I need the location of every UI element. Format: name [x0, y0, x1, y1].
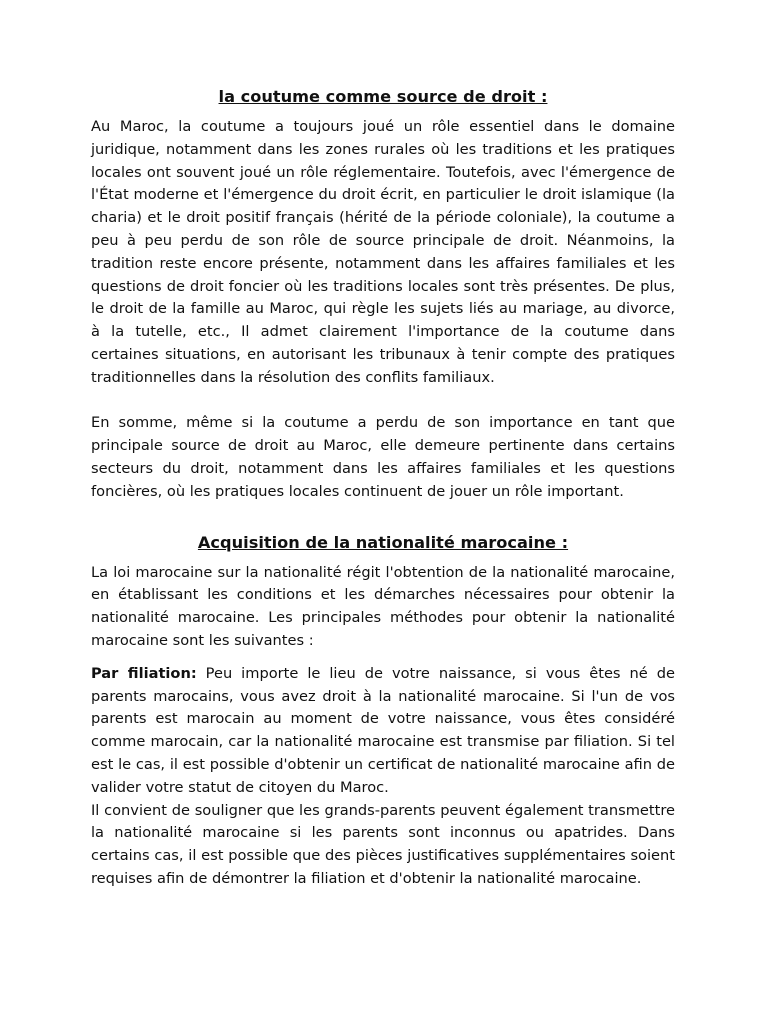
paragraph-nationalite-intro: La loi marocaine sur la nationalité régit l'obtention de la nationalité marocaine, en établissant les conditions et les démarches nécessaires pour obtenir la nationalité marocaine. Les principales méthodes pour obtenir la nationalité marocaine sont les suivantes : — [91, 563, 675, 649]
document-page — [91, 86, 675, 891]
paragraph-coutume-role: Au Maroc, la coutume a toujours joué un rôle essentiel dans le domaine juridique, notamment dans les zones rurales où les traditions et les pratiques locales ont souvent joué un rôle réglementaire. Toutefois, avec l'émergence de l'État moderne et l'émergence du droit écrit, en particulier le droit islamique (la charia) et le droit positif français (hérité de la période coloniale), la coutume a peu à peu perdu de son rôle de source principale de droit. Néanmoins, la tradition reste encore présente, notamment dans les affaires familiales et les questions de droit foncier où les traditions locales sont très présentes. De plus, le droit de la famille au Maroc, qui règle les sujets liés au mariage, au divorce, à la tutelle, etc., Il admet clairement l'importance de la coutume dans certaines situations, en autorisant les tribunaux à tenir compte des pratiques traditionnelles dans la résolution des conflits familiaux. — [91, 118, 675, 386]
paragraph-filiation — [91, 663, 675, 800]
filiation-label: Par filiation: — [91, 664, 197, 682]
section-title-coutume: la coutume comme source de droit : — [218, 87, 548, 106]
paragraph-coutume-conclusion: En somme, même si la coutume a perdu de son importance en tant que principale source de droit au Maroc, elle demeure pertinente dans certains secteurs du droit, notamment dans les affaires familiales et les questions foncières, où les pratiques locales continuent de jouer un rôle important. — [91, 414, 675, 500]
paragraph-filiation-grandparents: Il convient de souligner que les grands-parents peuvent également transmettre la nationalité marocaine si les parents sont inconnus ou apatrides. Dans certains cas, il est possible que des pièces justificatives supplémentaires soient requises afin de démontrer la filiation et d'obtenir la nationalité marocaine. — [91, 801, 675, 887]
section-title-nationalite: Acquisition de la nationalité marocaine : — [197, 532, 569, 552]
filiation-text: Peu importe le lieu de votre naissance, si vous êtes né de parents marocains, vous avez droit à la nationalité marocaine. Si l'un de vos parents est marocain au moment de votre naissance, vous êtes considéré comme marocain, car la nationalité marocaine est transmise par filiation. Si tel est le cas, il est possible d'obtenir un certificat de nationalité marocaine afin de valider votre statut de citoyen du Maroc. — [91, 664, 675, 796]
